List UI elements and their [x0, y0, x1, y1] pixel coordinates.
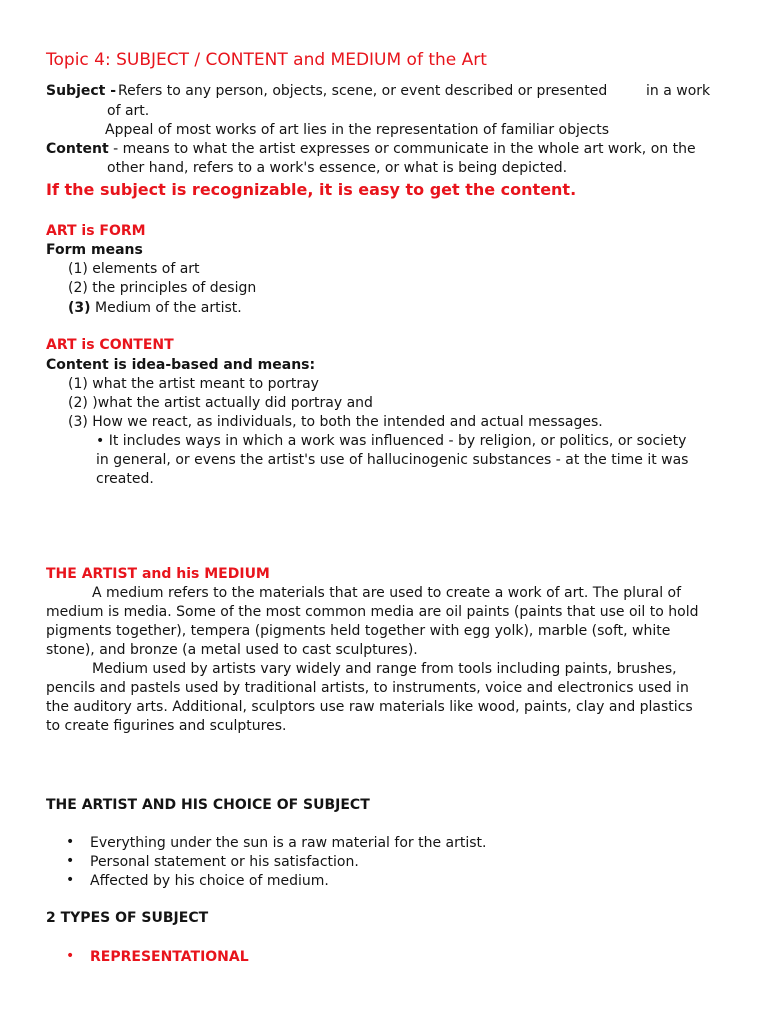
page-title: Topic 4: SUBJECT / CONTENT and MEDIUM of the Art — [46, 50, 487, 70]
subject-def-line1: Refers to any person, objects, scene, or event described or presented — [118, 83, 608, 99]
choice-of-subject-heading: THE ARTIST AND HIS CHOICE OF SUBJECT — [46, 797, 370, 813]
subject-label: Subject - — [46, 83, 117, 99]
form-means-subheading: Form means — [46, 242, 143, 258]
content-item-1: (1) what the artist meant to portray — [68, 376, 319, 392]
art-form-heading: ART is FORM — [46, 223, 146, 239]
highlight-statement: If the subject is recognizable, it is easy to get the content. — [46, 180, 577, 199]
content-def-text: - means to what the artist expresses or communicate in the whole art work, on the — [108, 141, 696, 157]
art-content-heading: ART is CONTENT — [46, 337, 174, 353]
content-def-line2: other hand, refers to a work's essence, or what is being depicted. — [107, 160, 568, 176]
choice-bullet-2: Personal statement or his satisfaction. — [90, 854, 359, 870]
content-means-subheading: Content is idea-based and means: — [46, 357, 316, 373]
form-item-3-number: (3) — [68, 300, 91, 316]
content-item-3: (3) How we react, as individuals, to both the intended and actual messages. — [68, 414, 603, 430]
medium-para-line-6: pencils and pastels used by traditional artists, to instruments, voice and electronics used in — [46, 680, 689, 696]
bullet-icon: • — [66, 872, 75, 888]
content-item-2: (2) )what the artist actually did portray and — [68, 395, 373, 411]
choice-bullet-3: Affected by his choice of medium. — [90, 873, 329, 889]
medium-para-line-4: stone), and bronze (a metal used to cast sculptures). — [46, 642, 418, 658]
form-item-2: (2) the principles of design — [68, 280, 257, 296]
subject-def-line1-tail: in a work — [646, 83, 711, 99]
bullet-icon: • — [66, 948, 75, 964]
content-def-line1 — [46, 140, 696, 159]
content-sub-line-2: in general, or evens the artist's use of hallucinogenic substances - at the time it was — [96, 452, 689, 468]
content-label: Content — [46, 141, 109, 157]
medium-para-line-7: the auditory arts. Additional, sculptors use raw materials like wood, paints, clay and plastics — [46, 699, 693, 715]
artist-medium-heading: THE ARTIST and his MEDIUM — [46, 566, 270, 582]
medium-para-line-1: A medium refers to the materials that are used to create a work of art. The plural of — [92, 585, 682, 601]
form-item-3-text: Medium of the artist. — [95, 300, 242, 316]
bullet-icon: • — [66, 853, 75, 869]
choice-bullet-1: Everything under the sun is a raw material for the artist. — [90, 835, 487, 851]
medium-para-line-8: to create figurines and sculptures. — [46, 718, 287, 734]
content-sub-line-1: • It includes ways in which a work was influenced - by religion, or politics, or society — [96, 433, 687, 449]
subject-def-line2: of art. — [107, 103, 150, 119]
medium-para-line-3: pigments together), tempera (pigments held together with egg yolk), marble (soft, white — [46, 623, 671, 639]
form-item-3 — [68, 299, 242, 318]
type-representational: REPRESENTATIONAL — [90, 949, 249, 965]
bullet-icon: • — [66, 834, 75, 850]
medium-para-line-2: medium is media. Some of the most common media are oil paints (paints that use oil to hold — [46, 604, 699, 620]
subject-def-line3: Appeal of most works of art lies in the representation of familiar objects — [105, 122, 609, 138]
types-heading: 2 TYPES OF SUBJECT — [46, 910, 209, 926]
medium-para-line-5: Medium used by artists vary widely and range from tools including paints, brushes, — [92, 661, 677, 677]
content-sub-line-3: created. — [96, 471, 154, 487]
form-item-1: (1) elements of art — [68, 261, 200, 277]
